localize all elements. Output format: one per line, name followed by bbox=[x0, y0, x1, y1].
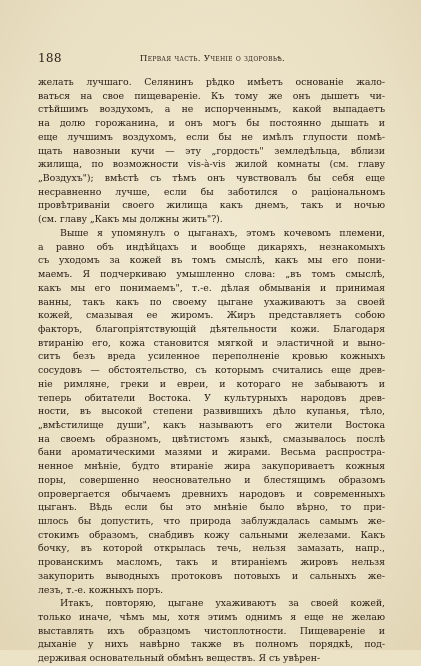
text-line: на своемъ образномъ, цвѣтистомъ языкѣ, смазывалось послѣ bbox=[38, 433, 385, 445]
text-line: еще лучшимъ воздухомъ, если бы не имѣлъ глупости помѣ- bbox=[38, 131, 385, 143]
text-line: ванны, такъ какъ по своему цыгане ухаживаютъ за своей bbox=[38, 296, 385, 308]
text-line: нiе римляне, греки и евреи, и котораго не забываютъ и bbox=[38, 378, 385, 390]
text-line: стокимъ образомъ, снабдивъ кожу сальными железами. Какъ bbox=[38, 529, 385, 541]
text-line: выставлять ихъ образцомъ чистоплотности. Пищеваренiе и bbox=[38, 625, 385, 637]
text-line: а равно объ индѣйцахъ и вообще дикаряхъ, незнакомыхъ bbox=[38, 241, 385, 253]
text-line: Выше я упомянулъ о цыганахъ, этомъ кочевомъ племени, bbox=[60, 227, 385, 239]
text-line: факторъ, благопрiятствующiй дѣятельности кожи. Благодаря bbox=[38, 323, 385, 335]
text-line: цыганъ. Вѣдь если бы это мнѣнiе было вѣрно, то при- bbox=[38, 502, 385, 514]
text-line: кожей, смазывая ее жиромъ. Жиръ представляетъ собою bbox=[38, 310, 385, 322]
text-line: желать лучшаго. Селянинъ рѣдко имѣетъ основанiе жало- bbox=[38, 77, 385, 88]
text-line: бани ароматическими мазями и жирами. Весьма распростра- bbox=[38, 447, 385, 459]
text-line: закупорить выводныхъ протоковъ потовыхъ и сальныхъ же- bbox=[38, 570, 385, 582]
text-line: маемъ. Я подчеркиваю умышленно слова: „въ томъ смыслѣ, bbox=[38, 269, 385, 281]
body-text bbox=[38, 76, 385, 666]
text-line: поры, совершенно неосновательно и блестящимъ образомъ bbox=[38, 474, 385, 486]
text-line: какъ мы его понимаемъ", т.-е. дѣлая обмыванiя и принимая bbox=[38, 282, 385, 294]
text-line: сосудовъ — обстоятельство, съ которымъ считались еще древ- bbox=[38, 365, 385, 377]
text-line: на долю горожанина, и онъ могъ бы постоянно дышать и bbox=[38, 118, 385, 130]
page-header bbox=[38, 51, 387, 68]
text-line: щать навозныи кучи — эту „гордость" земледѣльца, вблизи bbox=[38, 145, 385, 157]
text-line: (см. главу „Какъ мы должны жить"?). bbox=[38, 214, 223, 226]
text-line: съ уходомъ за кожей въ томъ смыслѣ, какъ мы его пони- bbox=[38, 255, 385, 267]
text-line: прованскимъ масломъ, такъ и втиранiемъ жировъ нельзя bbox=[38, 557, 385, 569]
text-line: Итакъ, повторяю, цыгане ухаживаютъ за своей кожей, bbox=[60, 598, 385, 610]
text-line: опровергается обычаемъ древнихъ народовъ и современныхъ bbox=[38, 488, 385, 500]
text-line: жилища, по возможности vis-à-vis жилой комнаты (см. главу bbox=[38, 159, 385, 171]
text-line: только иначе, чѣмъ мы, хотя этимъ однимъ я еще не желаю bbox=[38, 612, 385, 624]
text-line: „Воздухъ"); вмѣстѣ съ тѣмъ онъ чувствовалъ бы себя еще bbox=[38, 173, 385, 185]
text-line: „вмѣстилище души", какъ называютъ его жители Востока bbox=[38, 419, 385, 431]
text-line: бочку, въ которой открылась течь, нельзя замазать, напр., bbox=[38, 543, 385, 555]
text-line: втиранiю его, кожа становится мягкой и эластичной и выно- bbox=[38, 337, 385, 349]
text-line: ваться на свое пищеваренiе. Къ тому же онъ дышетъ чи- bbox=[38, 90, 385, 102]
text-line: теперь обитатели Востока. У культурныхъ народовъ древ- bbox=[38, 392, 385, 404]
page-number: 188 bbox=[38, 51, 62, 65]
text-line: дыханiе у нихъ навѣрно также въ полномъ порядкѣ, под- bbox=[38, 639, 385, 651]
text-line: ненное мнѣнiе, будто втиранiе жира закупориваетъ кожныя bbox=[38, 461, 385, 473]
text-line: шлось бы допустить, что природа заблуждалась самымъ же- bbox=[38, 516, 385, 527]
text-line: несравненно лучше, если бы заботился о рацiональномъ bbox=[38, 186, 385, 198]
text-line: стѣйшимъ воздухомъ, а не испорченнымъ, какой выпадаетъ bbox=[38, 104, 385, 116]
text-line: провѣтриванiи своего жилища какъ днемъ, такъ и ночью bbox=[38, 200, 385, 212]
text-line: ности, въ высокой степени развившихъ дѣло купанья, тѣло, bbox=[38, 406, 385, 418]
text-line: держивая основательный обмѣнъ веществъ. Я съ увѣрен- bbox=[38, 653, 321, 665]
running-title: Первая часть. Ученiе о здоровьѣ. bbox=[139, 54, 286, 64]
text-line: лезъ, т.-е. кожныхъ поръ. bbox=[38, 584, 164, 596]
text-line: ситъ безъ вреда усиленное переполненiе кровью кожныхъ bbox=[38, 351, 385, 363]
